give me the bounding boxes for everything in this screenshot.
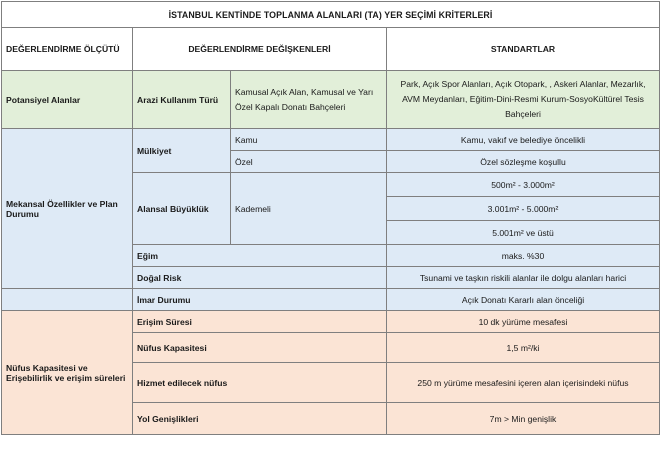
- criterion-spatial: Mekansal Özellikler ve Plan Durumu: [2, 129, 133, 289]
- variable-land-use: Arazi Kullanım Türü: [133, 71, 231, 129]
- standard-size-3: 5.001m² ve üstü: [387, 221, 660, 245]
- criterion-spatial-tail: [2, 289, 133, 311]
- title-row: [2, 2, 660, 28]
- standard-slope: maks. %30: [387, 245, 660, 267]
- criteria-table-container: [1, 1, 659, 452]
- subvariable-public: Kamu: [231, 129, 387, 151]
- variable-road-width: Yol Genişlikleri: [133, 403, 387, 435]
- table-row: [2, 71, 660, 129]
- table-row: [2, 129, 660, 151]
- variable-natural-risk: Doğal Risk: [133, 267, 387, 289]
- variable-access-time: Erişim Süresi: [133, 311, 387, 333]
- standard-road-width: 7m > Min genişlik: [387, 403, 660, 435]
- header-criterion: DEĞERLENDİRME ÖLÇÜTÜ: [2, 28, 133, 71]
- header-row: [2, 28, 660, 71]
- standard-size-2: 3.001m² - 5.000m²: [387, 197, 660, 221]
- variable-zoning: İmar Durumu: [133, 289, 387, 311]
- standard-size-1: 500m² - 3.000m²: [387, 173, 660, 197]
- criteria-table: [1, 1, 660, 435]
- header-standards: STANDARTLAR: [387, 28, 660, 71]
- standard-access-time: 10 dk yürüme mesafesi: [387, 311, 660, 333]
- standard-private: Özel sözleşme koşullu: [387, 151, 660, 173]
- standard-zoning: Açık Donatı Kararlı alan önceliği: [387, 289, 660, 311]
- variable-served-population: Hizmet edilecek nüfus: [133, 363, 387, 403]
- table-title: İSTANBUL KENTİNDE TOPLANMA ALANLARI (TA) YER SEÇİMİ KRİTERLERİ: [2, 2, 660, 28]
- standard-public: Kamu, vakıf ve belediye öncelikli: [387, 129, 660, 151]
- criterion-potential: Potansiyel Alanlar: [2, 71, 133, 129]
- subvariable-land-use: Kamusal Açık Alan, Kamusal ve Yarı Özel Kapalı Donatı Bahçeleri: [231, 71, 387, 129]
- table-row: [2, 311, 660, 333]
- variable-size: Alansal Büyüklük: [133, 173, 231, 245]
- variable-slope: Eğim: [133, 245, 387, 267]
- standard-population-capacity: 1,5 m²/ki: [387, 333, 660, 363]
- standard-served-population: 250 m yürüme mesafesini içeren alan içerisindeki nüfus: [387, 363, 660, 403]
- variable-ownership: Mülkiyet: [133, 129, 231, 173]
- table-row: [2, 289, 660, 311]
- subvariable-size: Kademeli: [231, 173, 387, 245]
- header-variables: DEĞERLENDİRME DEĞİŞKENLERİ: [133, 28, 387, 71]
- variable-population-capacity: Nüfus Kapasitesi: [133, 333, 387, 363]
- criterion-capacity: Nüfus Kapasitesi ve Erişebilirlik ve erişim süreleri: [2, 311, 133, 435]
- standard-land-use: Park, Açık Spor Alanları, Açık Otopark, , Askeri Alanlar, Mezarlık, AVM Meydanları, Eğitim-Dini-Resmi Kurum-SosyoKültürel Tesis Bahçeleri: [387, 71, 660, 129]
- standard-natural-risk: Tsunami ve taşkın riskili alanlar ile dolgu alanları harici: [387, 267, 660, 289]
- subvariable-private: Özel: [231, 151, 387, 173]
